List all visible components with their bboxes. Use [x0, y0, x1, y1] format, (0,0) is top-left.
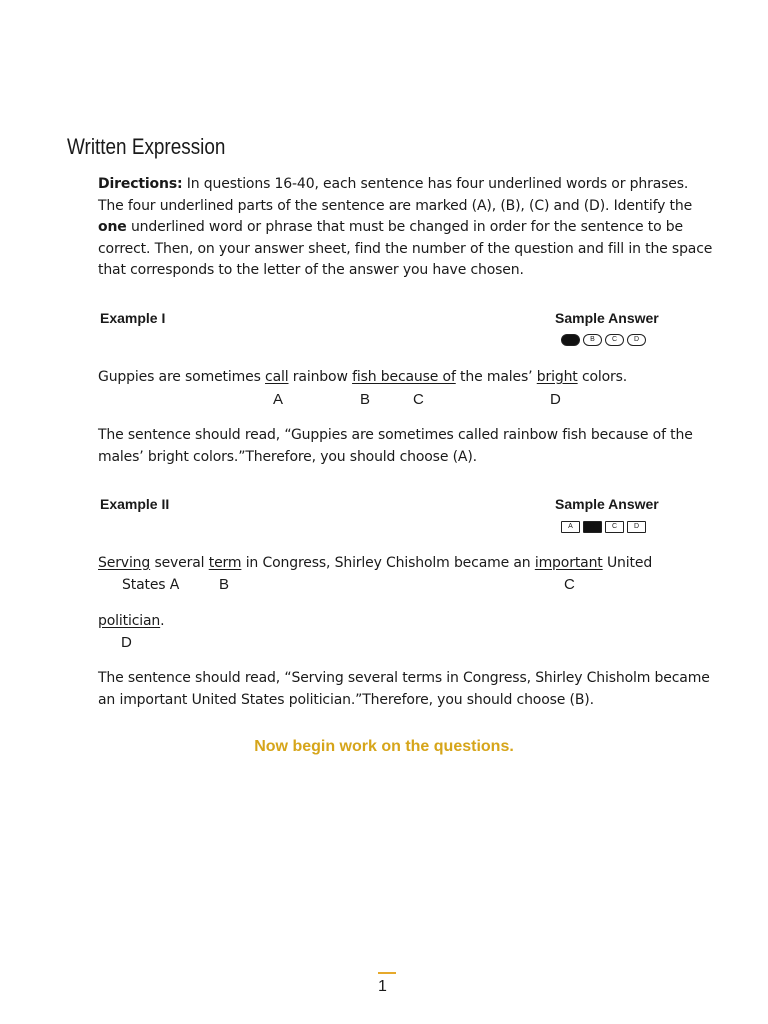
sentence-text: rainbow: [288, 369, 353, 385]
sentence-text: several: [150, 555, 209, 571]
begin-instruction: Now begin work on the questions.: [254, 738, 514, 755]
bubble-c: C: [605, 521, 624, 533]
letter-d: D: [550, 391, 561, 408]
underlined-d: bright: [536, 369, 578, 385]
example-1-sample-label: Sample Answer: [555, 310, 659, 326]
underlined-a: Serving: [98, 555, 151, 571]
example-1-label: Example I: [100, 310, 166, 326]
example-2-explanation: The sentence should read, “Serving several terms in Congress, Shirley Chisholm became an important United States politician.”Therefore, you should choose (B).: [98, 670, 710, 708]
page-number: 1: [378, 978, 387, 995]
example-2-answer-bubbles: [561, 521, 646, 533]
sentence-text: United: [602, 555, 653, 571]
letter-a: A: [273, 391, 284, 408]
bubble-d: D: [627, 334, 646, 346]
underlined-a: call: [265, 369, 289, 385]
bubble-a: A: [561, 521, 580, 533]
sentence-text: .: [160, 613, 165, 629]
underlined-b: term: [208, 555, 242, 571]
example-1-sentence: [98, 369, 627, 385]
letter-d: D: [121, 634, 132, 651]
letter-c: C: [564, 576, 575, 593]
page-number-rule: [378, 972, 396, 974]
sentence-text: Guppies are sometimes: [98, 369, 266, 385]
example-2-line-2: States A: [122, 577, 180, 593]
example-2-sample-label: Sample Answer: [555, 496, 659, 512]
example-2-label: Example II: [100, 496, 170, 512]
letter-c: C: [413, 391, 424, 408]
letter-b: B: [360, 391, 371, 408]
directions-text-1: In questions 16-40, each sentence has four underlined words or phrases. The four underlined parts of the sentence are marked (A), (B), (C) and (D). Identify the: [98, 176, 693, 214]
sentence-text: colors.: [577, 369, 628, 385]
example-2-sentence: [98, 555, 652, 571]
bubble-c: C: [605, 334, 624, 346]
bubble-b: B: [583, 521, 602, 533]
bubble-a: A: [561, 334, 580, 346]
section-heading: Written Expression: [67, 134, 226, 159]
letter-b: B: [219, 576, 230, 593]
example-1-answer-bubbles: [561, 334, 646, 346]
underlined-b-c: fish because of: [352, 369, 456, 385]
sentence-text: in Congress, Shirley Chisholm became an: [241, 555, 535, 571]
directions-text-2: underlined word or phrase that must be changed in order for the sentence to be correct. Then, on your answer sheet, find the number of the question and fill in the space that corresponds to the letter of the answer you have chosen.: [98, 219, 713, 278]
directions-emphasis: one: [98, 219, 127, 235]
directions-label: Directions:: [98, 176, 183, 192]
example-2-line-3: [98, 613, 164, 629]
example-1-explanation: The sentence should read, “Guppies are sometimes called rainbow fish because of the males’ bright colors.”Therefore, you should choose (A).: [98, 427, 693, 465]
bubble-b: B: [583, 334, 602, 346]
underlined-d: politician: [98, 613, 161, 629]
underlined-c: important: [534, 555, 603, 571]
directions-paragraph: [98, 174, 718, 282]
sentence-text: the males’: [455, 369, 537, 385]
bubble-d: D: [627, 521, 646, 533]
